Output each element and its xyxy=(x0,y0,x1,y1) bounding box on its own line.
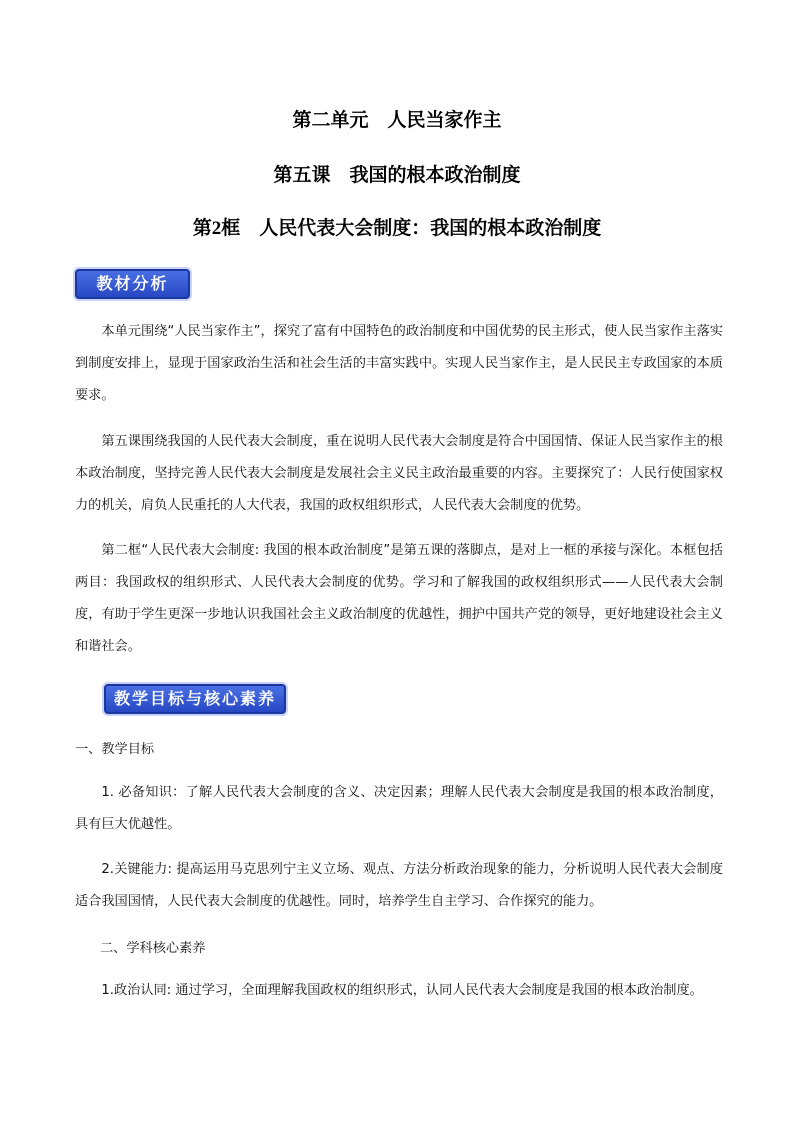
unit-title: 第二单元 人民当家作主 xyxy=(292,109,502,131)
literacy-item-political-identity: 1.政治认同: 通过学习，全面理解我国政权的组织形式，认同人民代表大会制度是我国的根本政治制度。 xyxy=(101,983,703,998)
analysis-paragraph-3: 第二框“人民代表大会制度: 我国的根本政治制度”是第五课的落脚点，是对上一框的承接与深化。本框包括两目：我国政权的组织形式、人民代表大会制度的优势。学习和了解我国的政权组织形式——人民代表大会制度，有助于学生更深一步地认识我国社会主义政治制度的优越性，拥护中国共产党的领导，更好地建设社会主义和谐社会。 xyxy=(75,543,723,654)
core-literacy-heading: 二、学科核心素养 xyxy=(100,941,206,956)
frame-number: 2 xyxy=(211,218,222,239)
teaching-goals-heading: 一、教学目标 xyxy=(75,742,155,757)
analysis-paragraph-1: 本单元围绕“人民当家作主”，探究了富有中国特色的政治制度和中国优势的民主形式，使人民当家作主落实到制度安排上，显现于国家政治生活和社会生活的丰富实践中。实现人民当家作主，是人民民主专政国家的本质要求。 xyxy=(75,324,723,403)
frame-title-prefix: 第 xyxy=(192,217,212,239)
goals-section-badge: 教学目标与核心素养 xyxy=(104,684,286,714)
lesson-title: 第五课 我国的根本政治制度 xyxy=(273,164,521,186)
frame-title-suffix: 框 人民代表大会制度：我国的根本政治制度 xyxy=(221,217,602,239)
goal-item-knowledge: 1. 必备知识：了解人民代表大会制度的含义、决定因素；理解人民代表大会制度是我国的根本政治制度，具有巨大优越性。 xyxy=(75,785,723,832)
analysis-section-badge: 教材分析 xyxy=(75,269,190,299)
analysis-paragraph-2: 第五课围绕我国的人民代表大会制度，重在说明人民代表大会制度是符合中国国情、保证人民当家作主的根本政治制度，坚持完善人民代表大会制度是发展社会主义民主政治最重要的内容。主要探究了：人民行使国家权力的机关，肩负人民重托的人大代表，我国的政权组织形式，人民代表大会制度的优势。 xyxy=(75,434,723,513)
frame-title xyxy=(0,213,794,240)
goal-item-ability: 2.关键能力: 提高运用马克思列宁主义立场、观点、方法分析政治现象的能力，分析说明人民代表大会制度适合我国国情，人民代表大会制度的优越性。同时，培养学生自主学习、合作探究的能力。 xyxy=(75,862,723,909)
